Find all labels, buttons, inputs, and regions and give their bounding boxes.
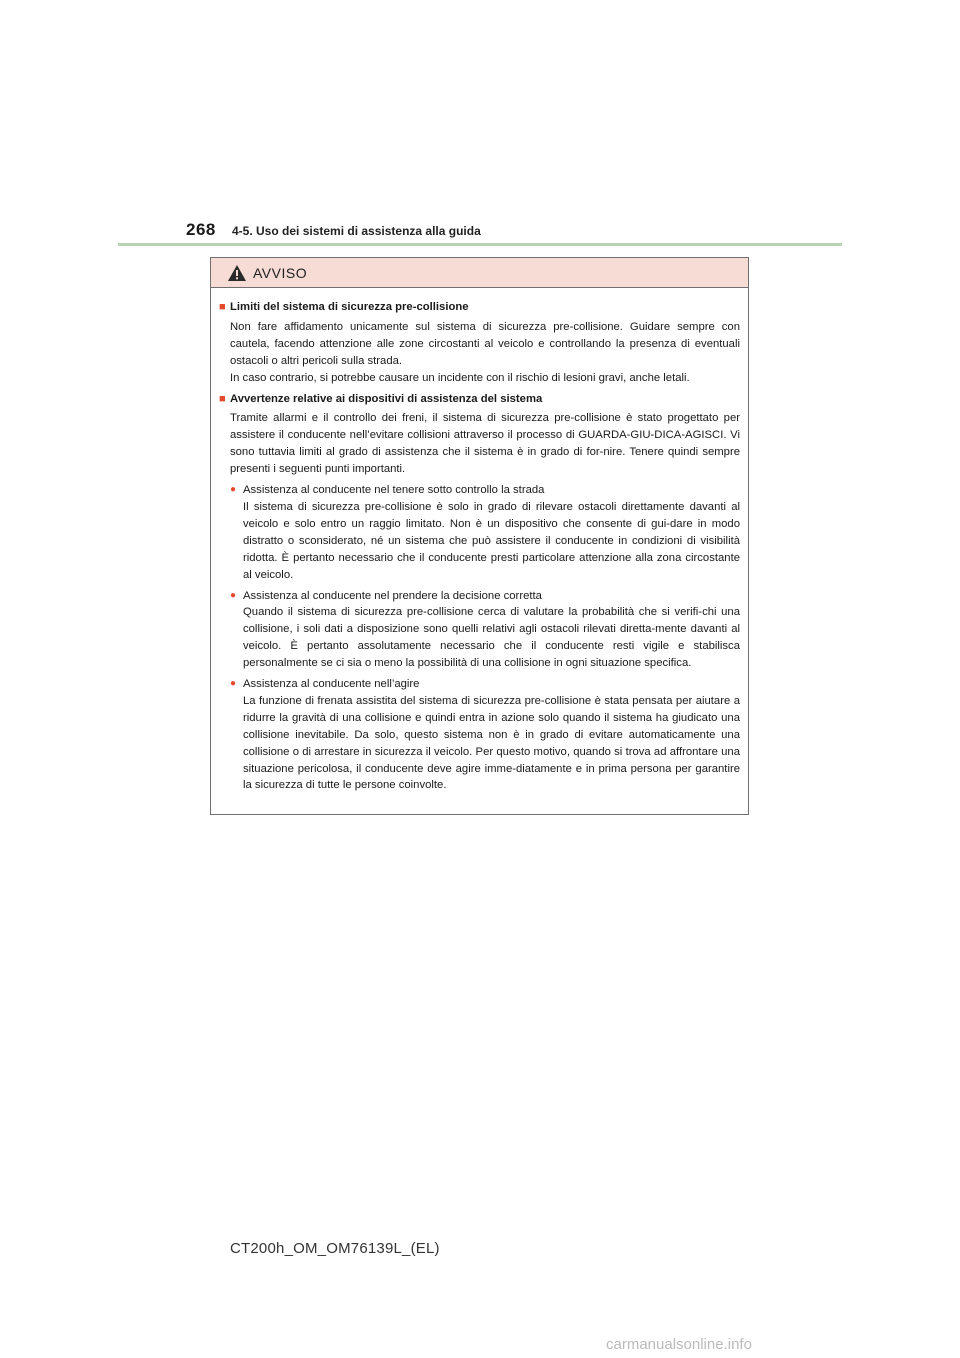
document-code: CT200h_OM_OM76139L_(EL) — [230, 1240, 440, 1257]
square-bullet-icon: ■ — [219, 392, 226, 405]
item-text-cautions — [219, 410, 740, 478]
sub-item-text: La funzione di frenata assistita del sistema di sicurezza pre-collisione è stata pensata per aiutare a ridurre la gravità di una collisione e quindi entra in azione solo quando il sistema ha giudicato una collisione inevitabile. Da solo, questo sistema non è in grado di evitare automaticamente una collisione o di arrestare in sicurezza il veicolo. Per questo motivo, quando si trova ad affrontare una situazione pericolosa, il conducente deve agire imme-diatamente e in prima persona per garantire la sicurezza di tutte le persone coinvolte. — [243, 694, 740, 792]
warning-box — [210, 257, 749, 815]
circle-bullet-icon: ● — [230, 678, 237, 690]
paragraph: In caso contrario, si potrebbe causare un incidente con il rischio di lesioni gravi, anche letali. — [230, 371, 690, 384]
sub-item-decision — [230, 588, 740, 673]
warning-body — [211, 288, 748, 794]
warning-header — [211, 258, 748, 288]
item-title: Limiti del sistema di sicurezza pre-collisione — [230, 301, 469, 313]
page-number: 268 — [186, 220, 216, 239]
item-text-limits — [219, 319, 740, 387]
sub-item-text: Il sistema di sicurezza pre-collisione è solo in grado di rilevare ostacoli direttamente davanti al veicolo e solo entro un raggio limitato. Non è un dispositivo che consente di gui-dare in modo distratto o sconsiderato, né un sistema che può assistere il conducente in condizioni di visibilità ridotta. È pertanto necessario che il conducente presti particolare attenzione alla zona circostante al veicolo. — [243, 500, 740, 581]
square-bullet-icon: ■ — [219, 301, 226, 313]
warning-triangle-icon — [227, 264, 247, 282]
sub-item-title: Assistenza al conducente nel prendere la decisione corretta — [243, 589, 542, 602]
header-rule — [118, 243, 842, 246]
item-heading-limits — [219, 299, 740, 316]
circle-bullet-icon: ● — [230, 484, 237, 496]
sub-item-action — [230, 676, 740, 794]
sub-item-title: Assistenza al conducente nel tenere sotto controllo la strada — [243, 484, 545, 497]
item-heading-cautions — [219, 391, 740, 408]
section-title: 4-5. Uso dei sistemi di assistenza alla guida — [232, 224, 481, 238]
item-title: Avvertenze relative ai dispositivi di assistenza del sistema — [230, 392, 543, 405]
watermark: carmanualsonline.info — [606, 1336, 752, 1353]
sub-item-road — [230, 482, 740, 583]
paragraph: Tramite allarmi e il controllo dei freni, il sistema di sicurezza pre-collisione è stato progettato per assistere il conducente nell’evitare collisioni attraverso il processo di GUARDA-GIU-DICA-AGISCI. Vi sono tuttavia limiti al grado di assistenza che il sistema è in grado di for-nire. Tenere quindi sempre presenti i seguenti punti importanti. — [230, 412, 740, 476]
sub-item-text: Quando il sistema di sicurezza pre-collisione cerca di valutare la probabilità che si verifi-chi una collisione, i soli dati a disposizione sono quelli relativi agli ostacoli rilevati diretta-mente davanti al veicolo. È pertanto assolutamente necessario che il conducente resti vigile e stabilisca personalmente se ci sia o meno la possibilità di una collisione in ogni situazione specifica. — [243, 606, 740, 670]
circle-bullet-icon: ● — [230, 589, 237, 601]
warning-label: AVVISO — [253, 264, 308, 281]
sub-item-title: Assistenza al conducente nell’agire — [243, 678, 420, 691]
paragraph: Non fare affidamento unicamente sul sistema di sicurezza pre-collisione. Guidare sempre con cautela, facendo attenzione alle zone circostanti al veicolo e controllando la presenza di eventuali ostacoli o altri pericoli sulla strada. — [230, 320, 740, 367]
